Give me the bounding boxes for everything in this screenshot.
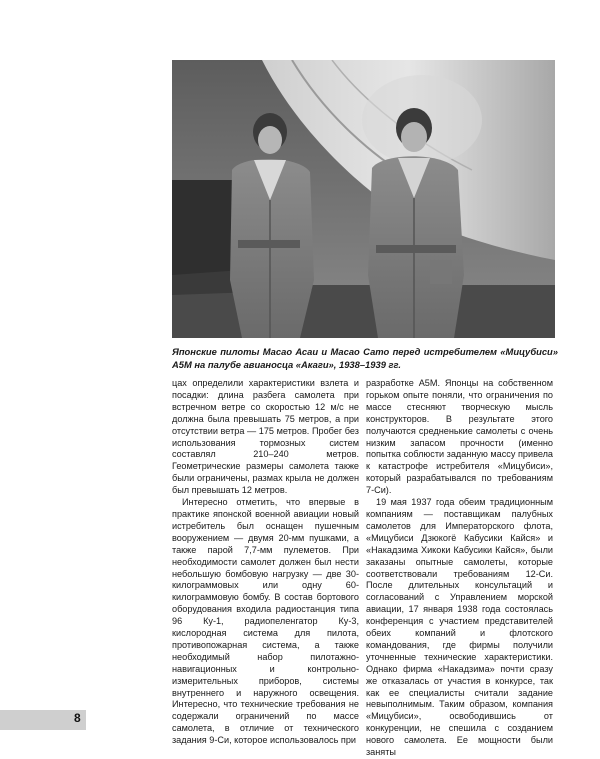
text-column-left [172, 378, 359, 747]
paragraph: разработке A5M. Японцы на собственном горьком опыте поняли, что ограничения по массе стесняют творческую мысль конструкторов. В результате этого получаются средненькие самолеты с очень низким запасом прочности (именно попытка соблюсти заданную массу привела к катастрофе истребителя «Мицубиси», который разрабатывался по требованиям 7-Си). [366, 378, 553, 496]
photo-pilots-in-front-of-aircraft [172, 60, 555, 338]
photo-caption: Японские пилоты Масао Асаи и Масао Сато перед истребителем «Мицубиси» A5M на палубе авианосца «Акаги», 1938–1939 гг. [172, 346, 558, 371]
paragraph: цах определили характеристики взлета и посадки: длина разбега самолета при встречном ветре со скоростью 12 м/с не должна была превышать 75 метров, а при отсутствии ветра — 175 метров. Пробег без использования тормозных систем составлял 210–240 метров. Геометрические размеры самолета также были ограничены, размах крыла не должен был превышать 12 метров. [172, 378, 359, 496]
paragraph: 19 мая 1937 года обеим традиционным компаниям — поставщикам палубных самолетов для Императорского флота, «Мицубиси Дзюкогё Кабусики Кайся» и «Накадзима Хикоки Кабусики Кайся», были заказаны опытные самолеты, которые соответствовали требованиям 12-Си. После длительных консультаций и согласований с Управлением морской авиации, 17 января 1938 года состоялась конференция с участием представителей обеих компаний и флотского командования, где фирмы получили уточненные технические характеристики. Однако фирма «Накадзима» почти сразу же отказалась от участия в конкурсе, так как ее специалисты считали задание невыполнимым. Таким образом, компания «Мицубиси», освободившись от конкуренции, не спешила с созданием нового самолета. Ее мощности были заняты [366, 497, 553, 758]
page-number: 8 [74, 711, 81, 725]
photo-two-pilots [172, 60, 555, 338]
paragraph: Интересно отметить, что впервые в практике японской военной авиации новый истребитель был оснащен пушечным вооружением — двумя 20-мм пушками, а также парой 7,7-мм пулеметов. При необходимости самолет должен был нести небольшую бомбовую нагрузку — две 30-килограммовых или одну 60-килограммовую бомбу. В состав бортового оборудования входила радиостанция типа 96 Ку-1, радиопеленгатор Ку-3, кислородная система для пилота, противопожарная система, а также необходимый набор пилотажно-навигационных и контрольно-измерительных приборов, системы внутреннего и наружного освещения. Интересно, что технические требования не содержали ограничений по массе самолета, в отличие от технического задания 9-Си, которое использовалось при [172, 497, 359, 746]
text-column-right [366, 378, 553, 759]
